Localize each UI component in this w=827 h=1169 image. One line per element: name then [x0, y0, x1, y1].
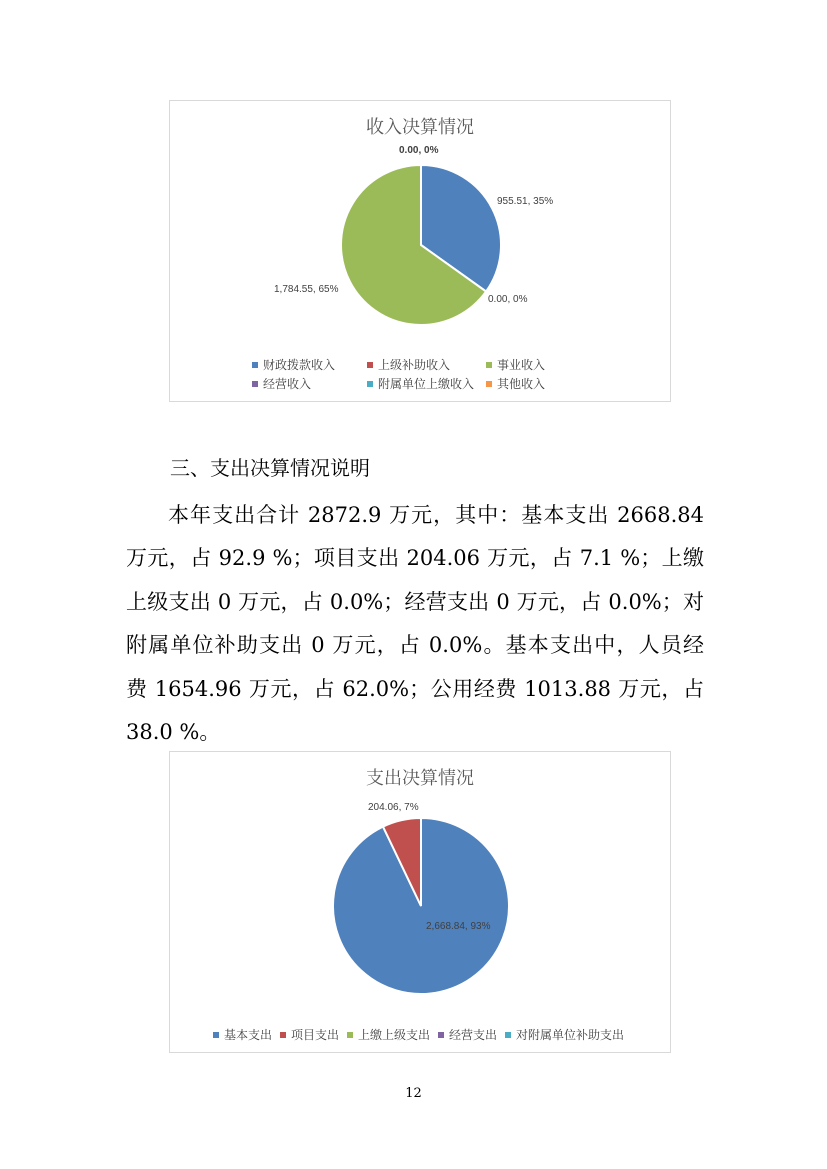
page-number: 12: [405, 1086, 422, 1101]
income-chart-title: 收入决算情况: [366, 117, 474, 138]
section-heading: 三、支出决算情况说明: [170, 456, 370, 480]
paragraph-line: 本年支出合计 2872.9 万元，其中：基本支出 2668.84: [168, 503, 704, 527]
legend-item: [367, 356, 450, 373]
expense-label-basic: 2,668.84, 93%: [426, 921, 491, 932]
paragraph-line: 38.0 %。: [126, 719, 221, 744]
legend-swatch: [367, 381, 373, 387]
income-label-fiscal: 955.51, 35%: [497, 196, 554, 207]
legend-label: 基本支出: [224, 1028, 273, 1042]
legend-item: [252, 375, 311, 392]
legend-swatch: [252, 381, 258, 387]
expense-chart: [169, 751, 671, 1053]
legend-item: [280, 1026, 339, 1043]
legend-swatch: [505, 1032, 511, 1038]
legend-item: [347, 1026, 430, 1043]
legend-item: [438, 1026, 497, 1043]
legend-item: [252, 356, 335, 373]
paragraph-line: 上级支出 0 万元，占 0.0%；经营支出 0 万元，占 0.0%；对: [126, 589, 704, 614]
legend-label: 对附属单位补助支出: [516, 1028, 625, 1042]
legend-item: [367, 375, 474, 392]
paragraph-line: 附属单位补助支出 0 万元，占 0.0%。基本支出中，人员经: [126, 633, 704, 658]
legend-label: 事业收入: [497, 358, 546, 372]
paragraph-line: 万元，占 92.9 %；项目支出 204.06 万元，占 7.1 %；上缴: [126, 546, 704, 571]
income-label-business: 1,784.55, 65%: [274, 284, 339, 295]
expense-paragraph: [126, 494, 704, 754]
legend-item: [486, 375, 545, 392]
legend-label: 经营收入: [263, 377, 312, 391]
legend-item: [213, 1026, 272, 1043]
legend-swatch: [367, 362, 373, 368]
expense-chart-title: 支出决算情况: [366, 768, 474, 789]
income-label-zero-bottom: 0.00, 0%: [488, 294, 528, 305]
legend-swatch: [438, 1032, 444, 1038]
legend-swatch: [347, 1032, 353, 1038]
income-chart: [169, 100, 671, 402]
legend-item: [505, 1026, 624, 1043]
legend-label: 财政拨款收入: [263, 358, 336, 372]
legend-label: 上缴上级支出: [358, 1028, 431, 1042]
paragraph-line: 费 1654.96 万元，占 62.0%；公用经费 1013.88 万元，占: [126, 676, 704, 701]
income-label-zero-top: 0.00, 0%: [399, 145, 439, 156]
legend-label: 项目支出: [291, 1028, 340, 1042]
legend-label: 附属单位上缴收入: [378, 377, 475, 391]
legend-swatch: [280, 1032, 286, 1038]
legend-swatch: [252, 362, 258, 368]
legend-label: 上级补助收入: [378, 358, 451, 372]
expense-pie: [170, 752, 672, 1054]
legend-label: 经营支出: [449, 1028, 498, 1042]
legend-item: [486, 356, 545, 373]
legend-swatch: [486, 362, 492, 368]
legend-swatch: [486, 381, 492, 387]
legend-swatch: [213, 1032, 219, 1038]
expense-label-project: 204.06, 7%: [368, 802, 419, 813]
legend-label: 其他收入: [497, 377, 546, 391]
